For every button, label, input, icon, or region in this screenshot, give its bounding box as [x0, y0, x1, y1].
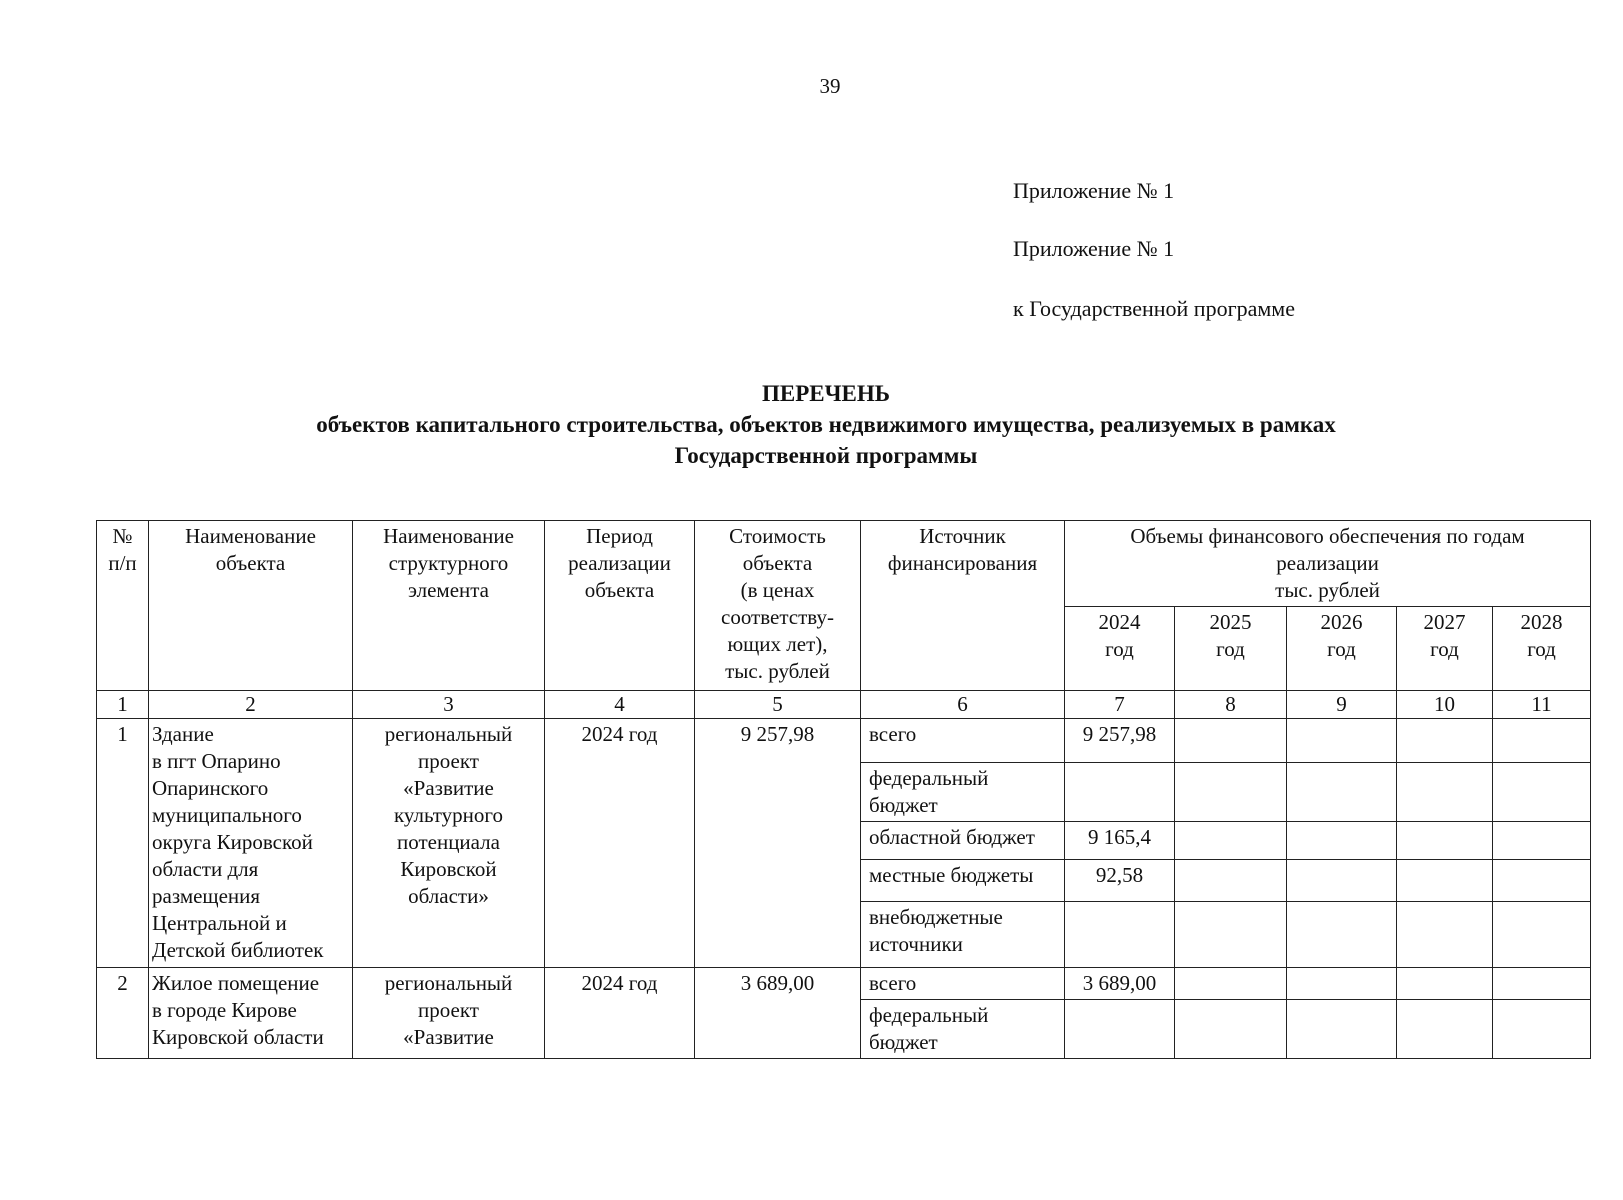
header-year-2028: 2028 год	[1493, 607, 1591, 691]
source-name: областной бюджет	[861, 822, 1065, 860]
source-name: внебюджетные источники	[861, 902, 1065, 968]
column-number: 10	[1397, 691, 1493, 719]
annex-line-1: Приложение № 1	[1013, 178, 1175, 203]
header-cost: Стоимость объекта (в ценах соответству- ющих лет), тыс. рублей	[695, 521, 861, 691]
page-number: 39	[819, 74, 841, 98]
value-2024: 9 257,98	[1065, 719, 1175, 763]
column-numbers-row	[97, 691, 1591, 719]
row-object-name: Жилое помещение в городе Кирове Кировской области	[149, 968, 353, 1059]
table-row	[97, 968, 1591, 1000]
source-name: федеральный бюджет	[861, 763, 1065, 822]
header-object-name: Наименование объекта	[149, 521, 353, 691]
value-2024: 9 165,4	[1065, 822, 1175, 860]
annex-line-2: Приложение № 1	[1013, 236, 1175, 261]
header-num: № п/п	[97, 521, 149, 691]
header-element-name: Наименование структурного элемента	[353, 521, 545, 691]
value-2024	[1065, 1000, 1175, 1059]
header-year-2024: 2024 год	[1065, 607, 1175, 691]
column-number: 7	[1065, 691, 1175, 719]
source-name: всего	[861, 719, 1065, 763]
row-num: 2	[97, 968, 149, 1059]
value-2024	[1065, 763, 1175, 822]
row-cost: 9 257,98	[695, 719, 861, 968]
row-object-name: Здание в пгт Опарино Опаринского муниципального округа Кировской области для размещения Центральной и Детской библиотек	[149, 719, 353, 968]
column-number: 4	[545, 691, 695, 719]
source-name: местные бюджеты	[861, 860, 1065, 902]
header-year-2025: 2025 год	[1175, 607, 1287, 691]
column-number: 2	[149, 691, 353, 719]
title-line-1: ПЕРЕЧЕНЬ	[762, 381, 890, 406]
table-row	[97, 719, 1591, 763]
column-number: 8	[1175, 691, 1287, 719]
title-line-3: Государственной программы	[674, 443, 978, 468]
value-2024	[1065, 902, 1175, 968]
objects-table	[96, 520, 1591, 1059]
row-period: 2024 год	[545, 719, 695, 968]
column-number: 6	[861, 691, 1065, 719]
annex-line-3: к Государственной программе	[1013, 296, 1295, 321]
row-cost: 3 689,00	[695, 968, 861, 1059]
row-period: 2024 год	[545, 968, 695, 1059]
header-year-2026: 2026 год	[1287, 607, 1397, 691]
row-num: 1	[97, 719, 149, 968]
title-line-2: объектов капитального строительства, объектов недвижимого имущества, реализуемых в рамках	[316, 412, 1336, 437]
header-volumes: Объемы финансового обеспечения по годам реализации тыс. рублей	[1065, 521, 1591, 607]
header-year-2027: 2027 год	[1397, 607, 1493, 691]
column-number: 1	[97, 691, 149, 719]
header-period: Период реализации объекта	[545, 521, 695, 691]
source-name: всего	[861, 968, 1065, 1000]
column-number: 9	[1287, 691, 1397, 719]
source-name: федеральный бюджет	[861, 1000, 1065, 1059]
value-2024: 92,58	[1065, 860, 1175, 902]
header-source: Источник финансирования	[861, 521, 1065, 691]
row-element-name: региональный проект «Развитие культурного потенциала Кировской области»	[353, 719, 545, 968]
document-title	[96, 378, 1556, 471]
column-number: 5	[695, 691, 861, 719]
value-2024: 3 689,00	[1065, 968, 1175, 1000]
column-number: 3	[353, 691, 545, 719]
column-number: 11	[1493, 691, 1591, 719]
row-element-name: региональный проект «Развитие	[353, 968, 545, 1059]
